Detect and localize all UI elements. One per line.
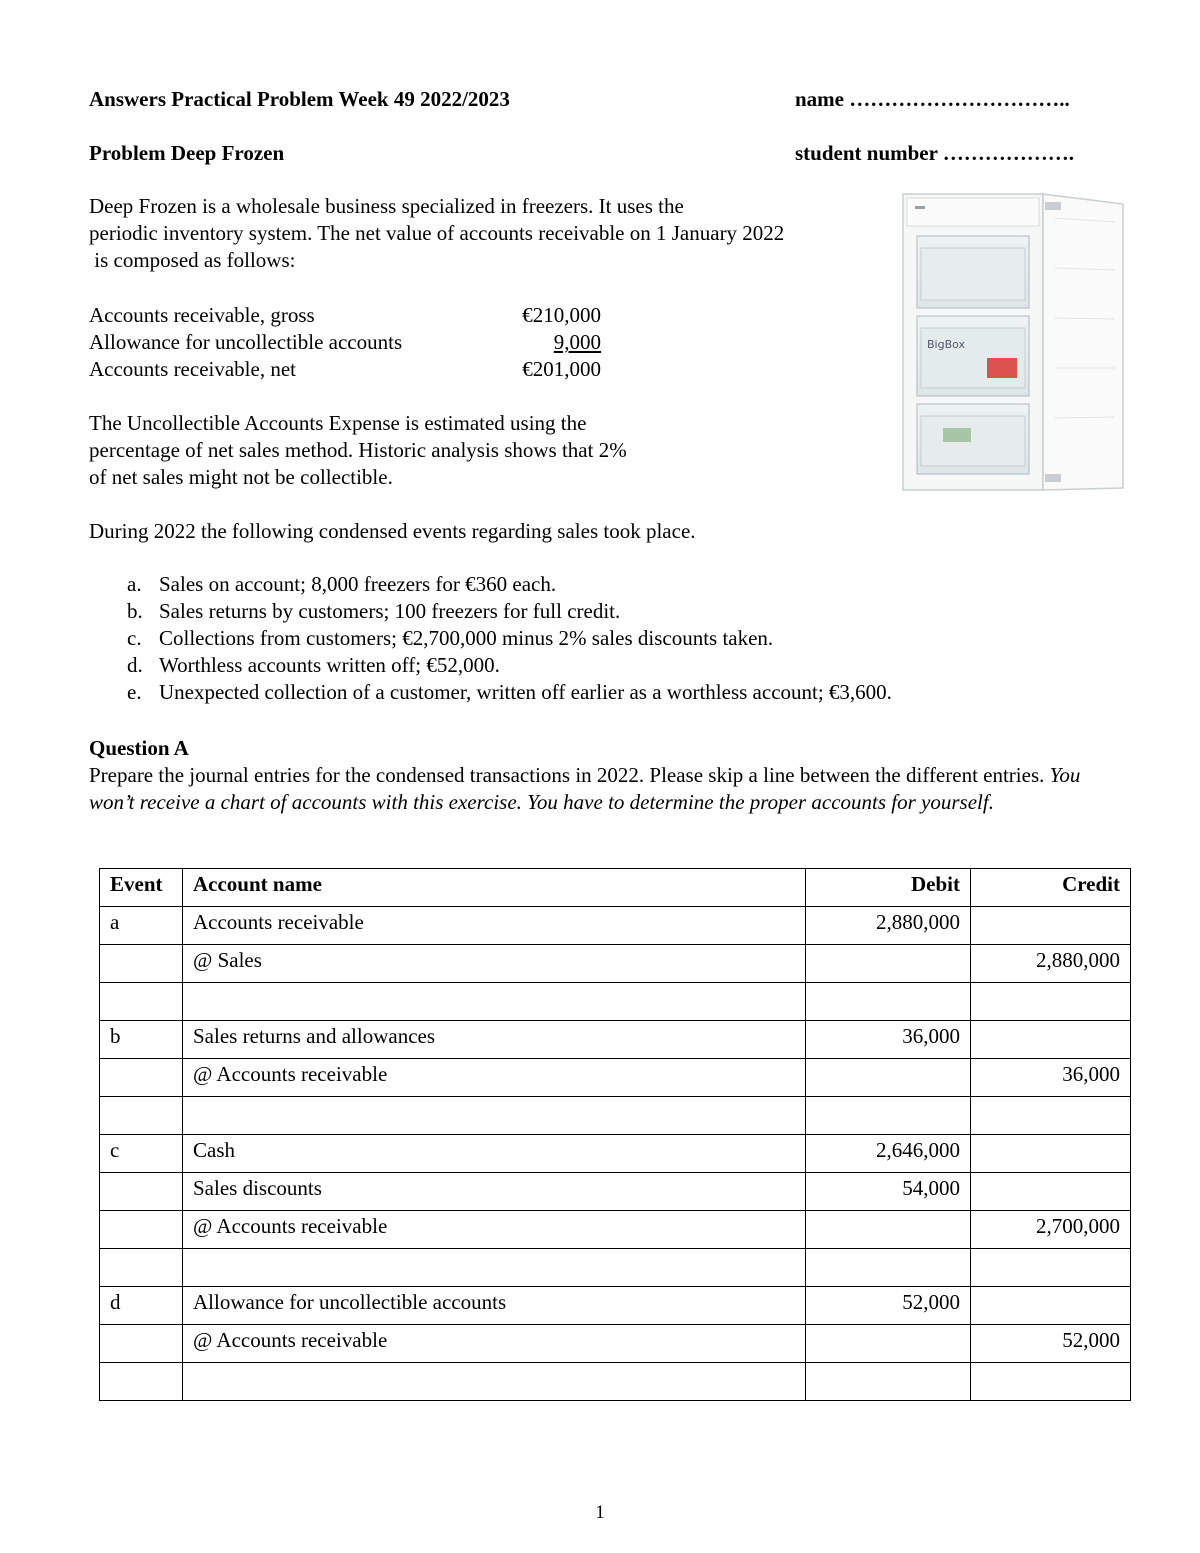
cell-account: Cash xyxy=(183,1135,806,1173)
cell-event: d xyxy=(100,1287,183,1325)
method-paragraph xyxy=(89,410,627,491)
list-item xyxy=(89,652,1089,679)
column-header-credit: Credit xyxy=(971,869,1131,907)
cell-account: Sales returns and allowances xyxy=(183,1021,806,1059)
method-line: of net sales might not be collectible. xyxy=(89,465,393,489)
cell-debit xyxy=(806,983,971,1021)
cell-debit xyxy=(806,1097,971,1135)
cell-credit xyxy=(971,1363,1131,1401)
cell-account: Accounts receivable xyxy=(183,907,806,945)
table-header-row xyxy=(100,869,1131,907)
cell-event xyxy=(100,1059,183,1097)
table-row xyxy=(100,1135,1131,1173)
event-text: Worthless accounts written off; €52,000. xyxy=(159,653,500,677)
list-marker: c. xyxy=(127,626,142,650)
list-item xyxy=(89,598,1089,625)
column-header-debit: Debit xyxy=(806,869,971,907)
student-number-label: student number ………………. xyxy=(795,141,1075,165)
event-text: Unexpected collection of a customer, written off earlier as a worthless account; €3,600. xyxy=(159,680,892,704)
cell-credit: 2,700,000 xyxy=(971,1211,1131,1249)
cell-account xyxy=(183,1097,806,1135)
table-row xyxy=(100,1059,1131,1097)
cell-credit xyxy=(971,1097,1131,1135)
cell-event xyxy=(100,1173,183,1211)
cell-account: Sales discounts xyxy=(183,1173,806,1211)
cell-event xyxy=(100,1325,183,1363)
receivable-amount: 9,000 xyxy=(553,330,601,354)
cell-account xyxy=(183,1249,806,1287)
receivable-row xyxy=(89,302,609,329)
cell-debit xyxy=(806,945,971,983)
table-row xyxy=(100,1211,1131,1249)
intro-line: Deep Frozen is a wholesale business specialized in freezers. It uses the xyxy=(89,194,684,218)
cell-credit: 2,880,000 xyxy=(971,945,1131,983)
receivable-amount: €201,000 xyxy=(522,357,601,381)
table-row xyxy=(100,1363,1131,1401)
list-marker: a. xyxy=(127,572,142,596)
cell-event xyxy=(100,983,183,1021)
cell-account xyxy=(183,983,806,1021)
cell-account: @ Accounts receivable xyxy=(183,1211,806,1249)
table-row xyxy=(100,1097,1131,1135)
receivable-label: Accounts receivable, net xyxy=(89,357,296,381)
table-row xyxy=(100,1325,1131,1363)
event-text: Sales on account; 8,000 freezers for €360 each. xyxy=(159,572,557,596)
intro-line: periodic inventory system. The net value of accounts receivable on 1 January 2022 xyxy=(89,221,785,245)
cell-credit xyxy=(971,1021,1131,1059)
cell-event xyxy=(100,1249,183,1287)
list-marker: b. xyxy=(127,599,143,623)
events-list xyxy=(89,571,1089,706)
list-item xyxy=(89,571,1089,598)
cell-debit: 36,000 xyxy=(806,1021,971,1059)
cell-credit xyxy=(971,1249,1131,1287)
cell-debit: 2,880,000 xyxy=(806,907,971,945)
list-item xyxy=(89,679,1089,706)
freezer-logo-text: BigBox xyxy=(927,338,966,351)
cell-credit xyxy=(971,907,1131,945)
question-heading: Question A xyxy=(89,736,189,760)
journal-body xyxy=(100,907,1131,1401)
method-line: The Uncollectible Accounts Expense is estimated using the xyxy=(89,411,587,435)
journal-table xyxy=(99,868,1131,1401)
column-header-event: Event xyxy=(100,869,183,907)
cell-debit: 2,646,000 xyxy=(806,1135,971,1173)
table-row xyxy=(100,1287,1131,1325)
method-line: percentage of net sales method. Historic analysis shows that 2% xyxy=(89,438,627,462)
intro-line: is composed as follows: xyxy=(89,248,296,272)
cell-credit: 36,000 xyxy=(971,1059,1131,1097)
cell-event xyxy=(100,1097,183,1135)
cell-debit xyxy=(806,1059,971,1097)
cell-event: b xyxy=(100,1021,183,1059)
cell-account: @ Accounts receivable xyxy=(183,1059,806,1097)
intro-paragraph xyxy=(89,193,784,274)
list-marker: d. xyxy=(127,653,143,677)
cell-credit xyxy=(971,1287,1131,1325)
freezer-image xyxy=(895,188,1127,496)
cell-debit: 54,000 xyxy=(806,1173,971,1211)
problem-title: Problem Deep Frozen xyxy=(89,141,285,165)
cell-account xyxy=(183,1363,806,1401)
list-item xyxy=(89,625,1089,652)
cell-event xyxy=(100,1363,183,1401)
events-intro: During 2022 the following condensed events regarding sales took place. xyxy=(89,519,696,543)
cell-event xyxy=(100,945,183,983)
table-row xyxy=(100,1249,1131,1287)
cell-account: @ Accounts receivable xyxy=(183,1325,806,1363)
cell-debit xyxy=(806,1211,971,1249)
cell-credit xyxy=(971,983,1131,1021)
cell-event xyxy=(100,1211,183,1249)
list-marker: e. xyxy=(127,680,142,704)
cell-debit: 52,000 xyxy=(806,1287,971,1325)
question-instruction xyxy=(89,762,1119,816)
receivable-label: Allowance for uncollectible accounts xyxy=(89,330,403,354)
document-title: Answers Practical Problem Week 49 2022/2023 xyxy=(89,87,510,111)
receivable-amount: €210,000 xyxy=(522,303,601,327)
table-row xyxy=(100,1021,1131,1059)
cell-event: c xyxy=(100,1135,183,1173)
table-row xyxy=(100,945,1131,983)
table-row xyxy=(100,907,1131,945)
receivable-label: Accounts receivable, gross xyxy=(89,303,315,327)
column-header-account: Account name xyxy=(183,869,806,907)
receivable-row xyxy=(89,329,609,356)
event-text: Sales returns by customers; 100 freezers for full credit. xyxy=(159,599,621,623)
cell-event: a xyxy=(100,907,183,945)
instruction-italic: You won’t receive a chart of accounts with this exercise. You have to determine the proper accounts for yourself. xyxy=(89,763,1081,814)
receivable-row xyxy=(89,356,609,383)
table-row xyxy=(100,1173,1131,1211)
cell-credit xyxy=(971,1173,1131,1211)
cell-account: @ Sales xyxy=(183,945,806,983)
cell-debit xyxy=(806,1249,971,1287)
cell-account: Allowance for uncollectible accounts xyxy=(183,1287,806,1325)
cell-credit: 52,000 xyxy=(971,1325,1131,1363)
cell-debit xyxy=(806,1325,971,1363)
event-text: Collections from customers; €2,700,000 minus 2% sales discounts taken. xyxy=(159,626,774,650)
table-row xyxy=(100,983,1131,1021)
cell-debit xyxy=(806,1363,971,1401)
cell-credit xyxy=(971,1135,1131,1173)
instruction-text: Prepare the journal entries for the condensed transactions in 2022. Please skip a line between the different entries. xyxy=(89,763,1050,787)
page-number: 1 xyxy=(595,1502,605,1523)
name-field-label: name ………………………….. xyxy=(795,87,1070,111)
